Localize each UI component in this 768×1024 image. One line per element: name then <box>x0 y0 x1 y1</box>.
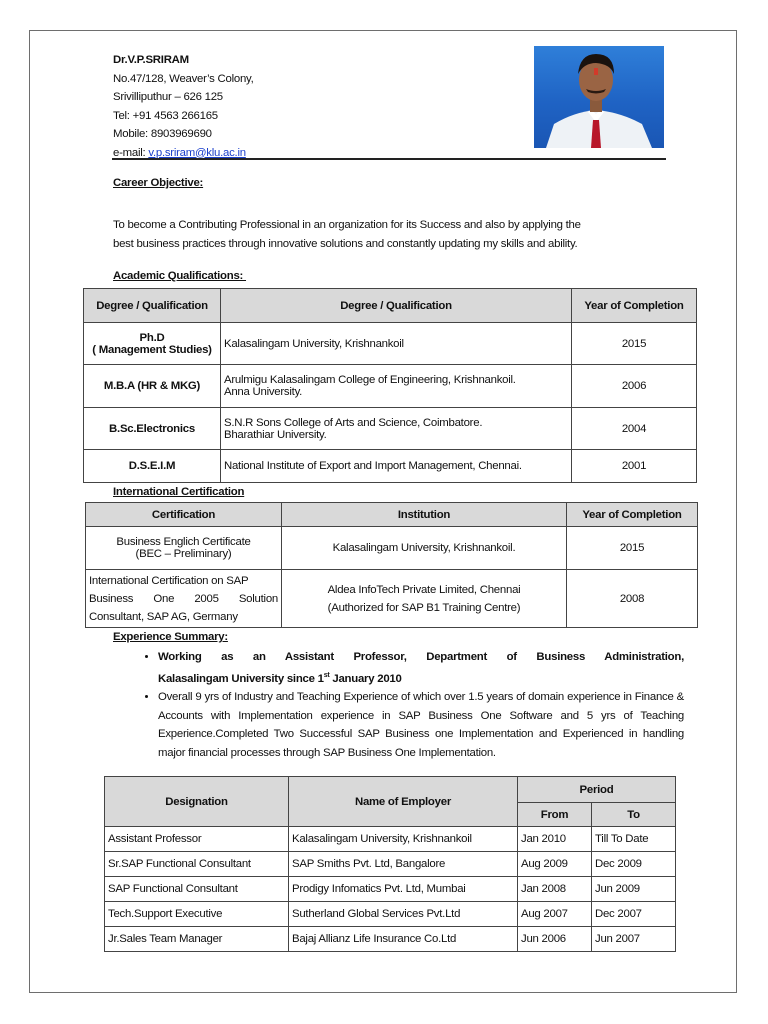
academic-heading: Academic Qualifications: <box>113 270 247 282</box>
table-header-row <box>84 289 697 323</box>
table-row <box>86 570 698 628</box>
bullet-1-superscript: st <box>323 671 330 679</box>
bullet-1-text: Kalasalingam University since 1 <box>158 672 324 685</box>
degree-cell: M.B.A (HR & MKG) <box>84 365 221 408</box>
col-header-certification: Certification <box>86 503 282 527</box>
table-header-row <box>105 777 676 803</box>
employer-cell: Kalasalingam University, Krishnankoil <box>289 827 518 852</box>
designation-cell: Jr.Sales Team Manager <box>105 927 289 952</box>
to-cell: Till To Date <box>592 827 676 852</box>
col-header-degree: Degree / Qualification <box>84 289 221 323</box>
employer-cell: Bajaj Allianz Life Insurance Co.Ltd <box>289 927 518 952</box>
table-row <box>86 527 698 570</box>
address-line-1: No.47/128, Weaver’s Colony, <box>113 72 254 85</box>
table-row <box>84 408 697 450</box>
list-item <box>158 648 684 688</box>
certification-table <box>85 502 698 628</box>
col-header-from: From <box>518 803 592 827</box>
institution-line-2: (Authorized for SAP B1 Training Centre) <box>327 601 521 614</box>
designation-cell: Assistant Professor <box>105 827 289 852</box>
candidate-name: Dr.V.P.SRIRAM <box>113 54 189 66</box>
employer-cell: Prodigy Infomatics Pvt. Ltd, Mumbai <box>289 877 518 902</box>
institution-cell <box>282 570 567 628</box>
institution-line-2: Anna University. <box>224 386 303 398</box>
list-item: • Overall 9 yrs of Industry and Teaching Experience of which over 1.5 years of domain experience in Finance & Accounts with Implementation experience in SAP Business One Software and 5 yrs of Teaching Experience.Completed Two Successful SAP Business one Implementation and Experienced in handling major financial processes through SAP Business One Implementation. <box>158 688 684 762</box>
to-cell: Dec 2007 <box>592 902 676 927</box>
table-row <box>84 450 697 483</box>
table-row <box>105 902 676 927</box>
institution-line-1: Kalasalingam University, Krishnankoil <box>224 337 404 350</box>
col-header-year: Year of Completion <box>567 503 698 527</box>
degree-line-1: Ph.D <box>139 331 165 344</box>
career-objective-text <box>113 216 668 253</box>
institution-cell <box>221 323 572 365</box>
career-objective-line-1: To become a Contributing Professional in an organization for its Success and also by applying the <box>113 219 581 231</box>
from-cell: Aug 2007 <box>518 902 592 927</box>
address-line-2: Srivilliputhur – 626 125 <box>113 91 223 103</box>
header-divider <box>112 158 666 160</box>
institution-line-1: S.N.R Sons College of Arts and Science, Coimbatore. <box>224 416 483 429</box>
table-header-row <box>86 503 698 527</box>
certification-line-1: International Certification on SAP <box>89 574 249 587</box>
bullet-1-line-1: • Working as an Assistant Professor, Department of Business Administration, <box>158 651 684 663</box>
year-cell: 2008 <box>567 570 698 628</box>
portrait-figure <box>534 46 664 148</box>
certification-cell <box>86 527 282 570</box>
col-header-year: Year of Completion <box>572 289 697 323</box>
table-row <box>105 852 676 877</box>
degree-cell: B.Sc.Electronics <box>84 408 221 450</box>
employer-cell: SAP Smiths Pvt. Ltd, Bangalore <box>289 852 518 877</box>
telephone: Tel: +91 4563 266165 <box>113 109 218 122</box>
mobile: Mobile: 8903969690 <box>113 128 212 140</box>
from-cell: Jan 2010 <box>518 827 592 852</box>
academic-table <box>83 288 697 483</box>
col-header-institution: Institution <box>282 503 567 527</box>
table-row <box>84 365 697 408</box>
designation-cell: Sr.SAP Functional Consultant <box>105 852 289 877</box>
institution-cell: National Institute of Export and Import Management, Chennai. <box>221 450 572 483</box>
institution-line-2: Bharathiar University. <box>224 428 327 441</box>
institution-cell <box>221 365 572 408</box>
degree-cell <box>84 323 221 365</box>
bullet-1-line-2 <box>158 667 684 688</box>
col-header-period: Period <box>518 777 676 803</box>
col-header-institution: Degree / Qualification <box>221 289 572 323</box>
year-cell: 2015 <box>572 323 697 365</box>
table-row <box>105 877 676 902</box>
experience-list <box>140 648 684 762</box>
designation-cell: SAP Functional Consultant <box>105 877 289 902</box>
experience-heading: Experience Summary: <box>113 631 228 643</box>
institution-line-1: Arulmigu Kalasalingam College of Engineering, Krishnankoil. <box>224 374 516 386</box>
table-row <box>84 323 697 365</box>
from-cell: Jan 2008 <box>518 877 592 902</box>
certification-line-3: Consultant, SAP AG, Germany <box>89 610 238 623</box>
year-cell: 2006 <box>572 365 697 408</box>
certification-line-1: Business Englich Certificate <box>116 536 251 548</box>
table-row <box>105 827 676 852</box>
year-cell: 2015 <box>567 527 698 570</box>
profile-photo <box>534 46 664 148</box>
col-header-designation: Designation <box>105 777 289 827</box>
career-objective-heading: Career Objective: <box>113 177 204 189</box>
year-cell: 2001 <box>572 450 697 483</box>
certification-cell <box>86 570 282 628</box>
col-header-employer: Name of Employer <box>289 777 518 827</box>
employer-cell: Sutherland Global Services Pvt.Ltd <box>289 902 518 927</box>
to-cell: Jun 2007 <box>592 927 676 952</box>
contact-block <box>113 51 254 162</box>
certification-line-2: Business One 2005 Solution <box>89 592 278 605</box>
experience-table <box>104 776 676 952</box>
certification-line-2: (BEC – Preliminary) <box>135 548 232 560</box>
career-objective-line-2: best business practices through innovative solutions and constantly updating my skills and ability. <box>113 237 578 250</box>
email-link[interactable]: v.p.sriram@klu.ac.in <box>148 146 246 159</box>
institution-line-1: Aldea InfoTech Private Limited, Chennai <box>327 583 521 596</box>
table-row <box>105 927 676 952</box>
from-cell: Aug 2009 <box>518 852 592 877</box>
bullet-1-date: January 2010 <box>329 672 402 685</box>
designation-cell: Tech.Support Executive <box>105 902 289 927</box>
year-cell: 2004 <box>572 408 697 450</box>
degree-line-2: ( Management Studies) <box>92 343 212 356</box>
certification-heading: International Certification <box>113 486 245 498</box>
col-header-to: To <box>592 803 676 827</box>
email-label: e-mail: <box>113 146 149 159</box>
to-cell: Dec 2009 <box>592 852 676 877</box>
institution-cell <box>221 408 572 450</box>
from-cell: Jun 2006 <box>518 927 592 952</box>
degree-cell: D.S.E.I.M <box>84 450 221 483</box>
to-cell: Jun 2009 <box>592 877 676 902</box>
institution-cell: Kalasalingam University, Krishnankoil. <box>282 527 567 570</box>
